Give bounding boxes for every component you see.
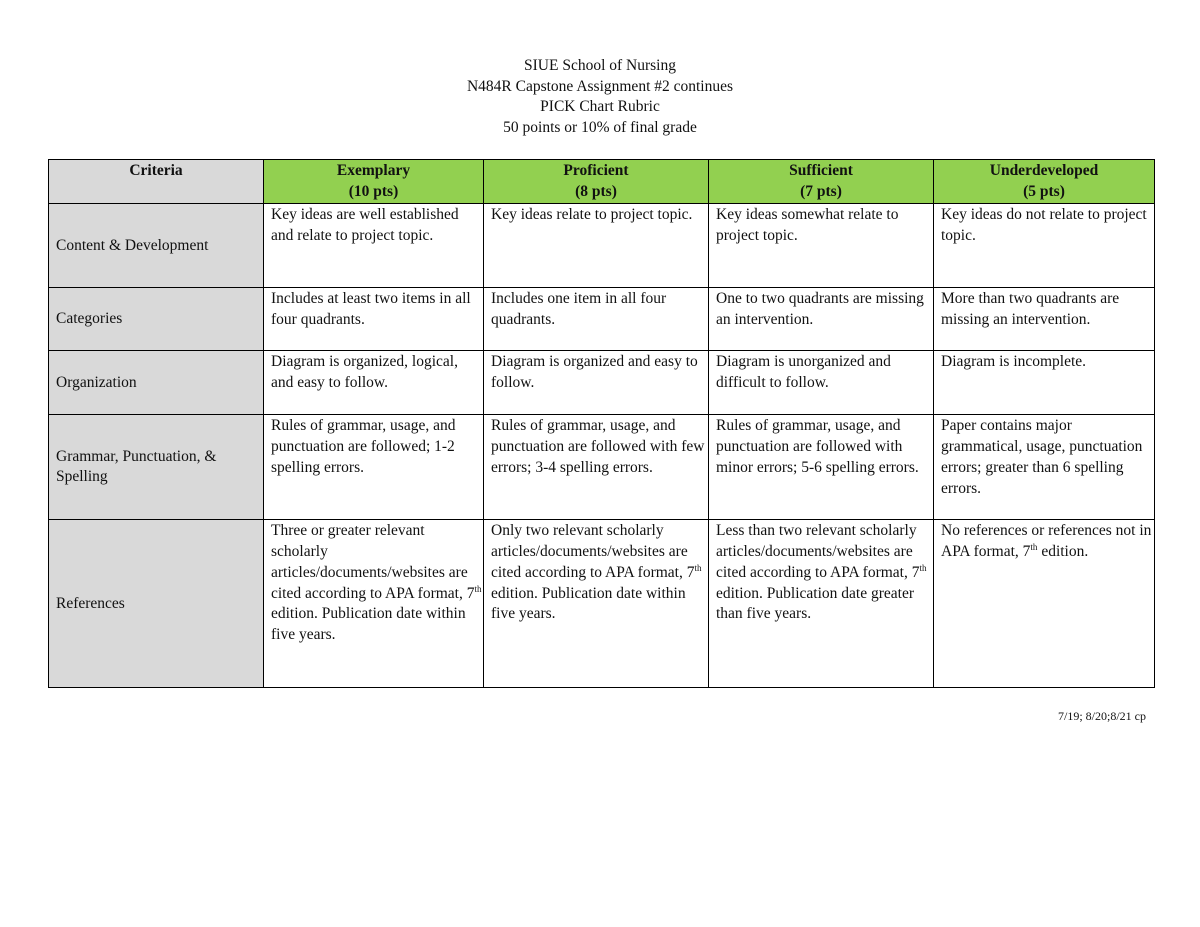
grade-weight: 50 points or 10% of final grade bbox=[503, 118, 697, 136]
column-header-underdeveloped: Underdeveloped (5 pts) bbox=[934, 160, 1155, 204]
column-header-criteria: Criteria bbox=[49, 160, 264, 204]
table-cell: Paper contains major grammatical, usage, punctuation errors; greater than 6 spelling errors. bbox=[934, 415, 1155, 520]
table-row bbox=[49, 520, 1155, 688]
revision-note: 7/19; 8/20;8/21 cp bbox=[1058, 709, 1146, 723]
rubric-table bbox=[48, 159, 1155, 688]
table-cell: Diagram is incomplete. bbox=[934, 351, 1155, 415]
document-header bbox=[0, 56, 1200, 138]
rubric-title: PICK Chart Rubric bbox=[540, 98, 660, 115]
table-cell: One to two quadrants are missing an intervention. bbox=[709, 288, 934, 351]
table-cell: Includes one item in all four quadrants. bbox=[484, 288, 709, 351]
criteria-cell: References bbox=[49, 520, 264, 688]
criteria-cell: Grammar, Punctuation, & Spelling bbox=[49, 415, 264, 520]
table-header-row bbox=[49, 160, 1155, 204]
table-cell: Three or greater relevant scholarly articles/documents/websites are cited according to APA format, 7th edition. Publication date within five years. bbox=[264, 520, 484, 688]
table-cell: Key ideas are well established and relate to project topic. bbox=[264, 204, 484, 288]
table-cell: Less than two relevant scholarly articles/documents/websites are cited according to APA format, 7th edition. Publication date greater than five years. bbox=[709, 520, 934, 688]
school-name: SIUE School of Nursing bbox=[524, 57, 676, 74]
criteria-cell: Categories bbox=[49, 288, 264, 351]
table-cell: More than two quadrants are missing an intervention. bbox=[934, 288, 1155, 351]
column-header-exemplary: Exemplary (10 pts) bbox=[264, 160, 484, 204]
table-cell: Rules of grammar, usage, and punctuation are followed with few errors; 3-4 spelling errors. bbox=[484, 415, 709, 520]
criteria-cell: Organization bbox=[49, 351, 264, 415]
table-row bbox=[49, 415, 1155, 520]
table-cell: No references or references not in APA format, 7th edition. bbox=[934, 520, 1155, 688]
assignment-title: N484R Capstone Assignment #2 continues bbox=[466, 77, 734, 95]
table-cell: Includes at least two items in all four quadrants. bbox=[264, 288, 484, 351]
table-cell: Key ideas somewhat relate to project topic. bbox=[709, 204, 934, 288]
table-cell: Rules of grammar, usage, and punctuation are followed with minor errors; 5-6 spelling errors. bbox=[709, 415, 934, 520]
table-cell: Rules of grammar, usage, and punctuation are followed; 1-2 spelling errors. bbox=[264, 415, 484, 520]
table-cell: Key ideas relate to project topic. bbox=[484, 204, 709, 288]
table-row bbox=[49, 351, 1155, 415]
column-header-sufficient: Sufficient (7 pts) bbox=[709, 160, 934, 204]
table-cell: Key ideas do not relate to project topic. bbox=[934, 204, 1155, 288]
criteria-cell: Content & Development bbox=[49, 204, 264, 288]
column-header-proficient: Proficient (8 pts) bbox=[484, 160, 709, 204]
table-cell: Diagram is unorganized and difficult to follow. bbox=[709, 351, 934, 415]
table-cell: Diagram is organized and easy to follow. bbox=[484, 351, 709, 415]
table-cell: Only two relevant scholarly articles/documents/websites are cited according to APA format, 7th edition. Publication date within five years. bbox=[484, 520, 709, 688]
table-row bbox=[49, 204, 1155, 288]
table-row bbox=[49, 288, 1155, 351]
table-cell: Diagram is organized, logical, and easy to follow. bbox=[264, 351, 484, 415]
